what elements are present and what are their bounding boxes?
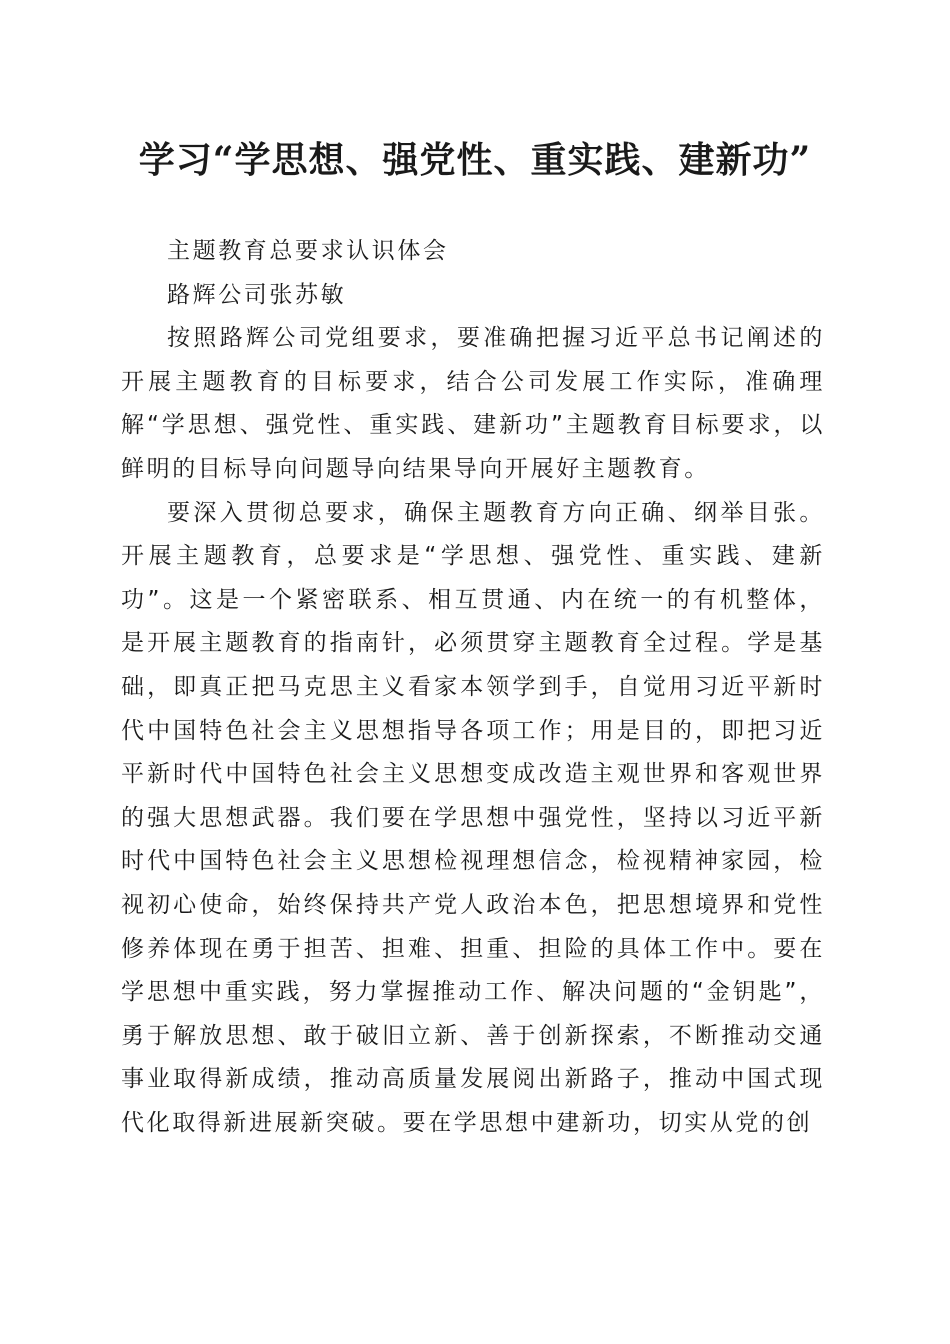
document-title: 学习“学思想、强党性、重实践、建新功” xyxy=(138,139,812,181)
document-subtitle: 主题教育总要求认识体会 xyxy=(167,238,449,264)
document-author: 路辉公司张苏敏 xyxy=(167,281,347,308)
document-body xyxy=(121,230,825,1145)
paragraph-1: 按照路辉公司党组要求，要准确把握习近平总书记阐述的开展主题教育的目标要求，结合公司发展工作实际，准确理解“学思想、强党性、重实践、建新功”主题教育目标要求，以鲜明的目标导向问题导向结果导向开展好主题教育。 xyxy=(121,325,825,482)
paragraph-2: 要深入贯彻总要求，确保主题教育方向正确、纲举目张。开展主题教育，总要求是“学思想、强党性、重实践、建新功”。这是一个紧密联系、相互贯通、内在统一的有机整体，是开展主题教育的指南针，必须贯穿主题教育全过程。学是基础，即真正把马克思主义看家本领学到手，自觉用习近平新时代中国特色社会主义思想指导各项工作；用是目的，即把习近平新时代中国特色社会主义思想变成改造主观世界和客观世界的强大思想武器。我们要在学思想中强党性，坚持以习近平新时代中国特色社会主义思想检视理想信念，检视精神家园，检视初心使命，始终保持共产党人政治本色，把思想境界和党性修养体现在勇于担苦、担难、担重、担险的具体工作中。要在学思想中重实践，努力掌握推动工作、解决问题的“金钥匙”，勇于解放思想、敢于破旧立新、善于创新探索，不断推动交通事业取得新成绩，推动高质量发展阅出新路子，推动中国式现代化取得新进展新突破。要在学思想中建新功，切实从党的创 xyxy=(121,499,825,1136)
